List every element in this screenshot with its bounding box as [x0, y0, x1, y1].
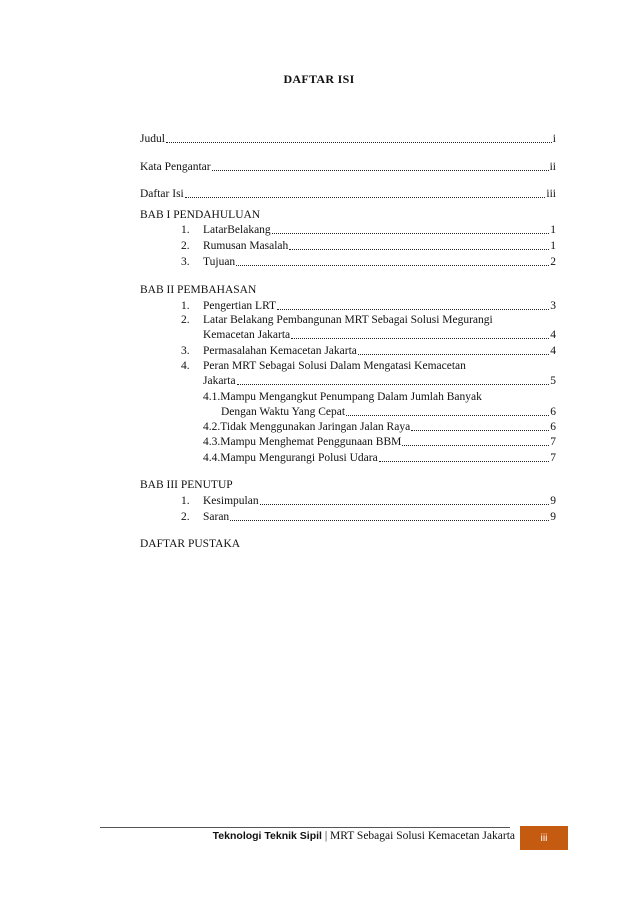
toc-page: 5 — [550, 375, 556, 387]
toc-entry-daftar-isi — [140, 187, 556, 201]
toc-label: Kesimpulan — [203, 495, 259, 507]
toc-label: Kata Pengantar — [140, 161, 211, 173]
page-footer — [100, 830, 515, 842]
leader-dots — [379, 461, 550, 462]
toc-label: Pengertian LRT — [203, 300, 277, 312]
toc-label: 4.3.Mampu Menghemat Penggunaan BBM — [203, 436, 402, 448]
toc-label: Daftar Isi — [140, 188, 184, 200]
toc-number: 2. — [181, 511, 190, 523]
page-number: iii — [540, 832, 548, 844]
chapter-heading-bab-2: BAB II PEMBAHASAN — [140, 284, 257, 296]
toc-entry-continuation — [203, 328, 556, 342]
toc-label: Permasalahan Kemacetan Jakarta — [203, 345, 357, 357]
toc-number: 1. — [181, 224, 190, 236]
page-title: DAFTAR ISI — [283, 72, 355, 86]
toc-number: 4. — [181, 360, 190, 372]
leader-dots — [230, 520, 549, 521]
toc-page: 9 — [550, 495, 556, 507]
toc-page: 1 — [550, 240, 556, 252]
leader-dots — [260, 504, 550, 505]
toc-entry — [181, 494, 556, 508]
toc-label: Rumusan Masalah — [203, 240, 289, 252]
toc-entry-first-line — [181, 359, 466, 373]
toc-page: ii — [549, 161, 556, 173]
toc-entry-kata-pengantar — [140, 160, 556, 174]
toc-subentry — [203, 451, 556, 465]
leader-dots — [402, 445, 549, 446]
chapter-heading-bab-1: BAB I PENDAHULUAN — [140, 209, 261, 221]
toc-label: Latar Belakang Pembangunan MRT Sebagai Solusi Megurangi — [203, 314, 493, 326]
toc-label: Dengan Waktu Yang Cepat — [221, 406, 346, 418]
toc-entry — [181, 344, 556, 358]
toc-page: 7 — [550, 452, 556, 464]
footer-course: Teknologi Teknik Sipil — [212, 830, 322, 842]
toc-subentry — [203, 435, 556, 449]
leader-dots — [346, 415, 549, 416]
leader-dots — [166, 142, 552, 143]
leader-dots — [291, 338, 549, 339]
toc-page: 4 — [550, 329, 556, 341]
toc-page: 7 — [550, 436, 556, 448]
toc-label: Tujuan — [203, 256, 236, 268]
leader-dots — [272, 233, 550, 234]
toc-page: 4 — [550, 345, 556, 357]
leader-dots — [185, 197, 546, 198]
leader-dots — [358, 354, 549, 355]
toc-number: 3. — [181, 256, 190, 268]
leader-dots — [277, 309, 549, 310]
toc-label: Jakarta — [203, 375, 236, 387]
toc-page: 6 — [550, 421, 556, 433]
toc-label: Judul — [140, 133, 165, 145]
toc-entry — [181, 510, 556, 524]
toc-number: 2. — [181, 240, 190, 252]
toc-label: 4.4.Mampu Mengurangi Polusi Udara — [203, 452, 378, 464]
toc-page: iii — [546, 188, 556, 200]
toc-page: 6 — [550, 406, 556, 418]
toc-page: 2 — [550, 256, 556, 268]
toc-entry-judul — [140, 132, 556, 146]
leader-dots — [212, 170, 549, 171]
toc-entry — [181, 299, 556, 313]
chapter-heading-bab-3: BAB III PENUTUP — [140, 479, 233, 491]
toc-label: Kemacetan Jakarta — [203, 329, 291, 341]
toc-subentry — [203, 420, 556, 434]
toc-entry-daftar-pustaka: DAFTAR PUSTAKA — [140, 538, 241, 550]
toc-entry — [181, 239, 556, 253]
toc-entry — [181, 255, 556, 269]
leader-dots — [411, 430, 549, 431]
leader-dots — [237, 384, 550, 385]
toc-number: 2. — [181, 314, 190, 326]
toc-page: 3 — [550, 300, 556, 312]
toc-label: LatarBelakang — [203, 224, 271, 236]
footer-divider — [100, 827, 510, 828]
toc-number: 1. — [181, 495, 190, 507]
toc-entry-continuation — [203, 374, 556, 388]
toc-page: 9 — [550, 511, 556, 523]
toc-number: 3. — [181, 345, 190, 357]
footer-subject: MRT Sebagai Solusi Kemacetan Jakarta — [330, 830, 515, 842]
footer-separator: | — [321, 830, 331, 842]
page-number-badge — [520, 826, 568, 850]
toc-label: 4.2.Tidak Menggunakan Jaringan Jalan Raya — [203, 421, 411, 433]
leader-dots — [236, 265, 549, 266]
leader-dots — [289, 249, 549, 250]
toc-number: 1. — [181, 300, 190, 312]
toc-page: 1 — [550, 224, 556, 236]
toc-label: Saran — [203, 511, 230, 523]
toc-page: i — [552, 133, 556, 145]
toc-entry — [181, 223, 556, 237]
toc-entry-first-line — [181, 313, 493, 327]
toc-subentry-continuation — [221, 405, 556, 419]
toc-label: Peran MRT Sebagai Solusi Dalam Mengatasi Kemacetan — [203, 360, 466, 372]
toc-subentry-first-line: 4.1.Mampu Mengangkut Penumpang Dalam Jumlah Banyak — [203, 391, 482, 403]
